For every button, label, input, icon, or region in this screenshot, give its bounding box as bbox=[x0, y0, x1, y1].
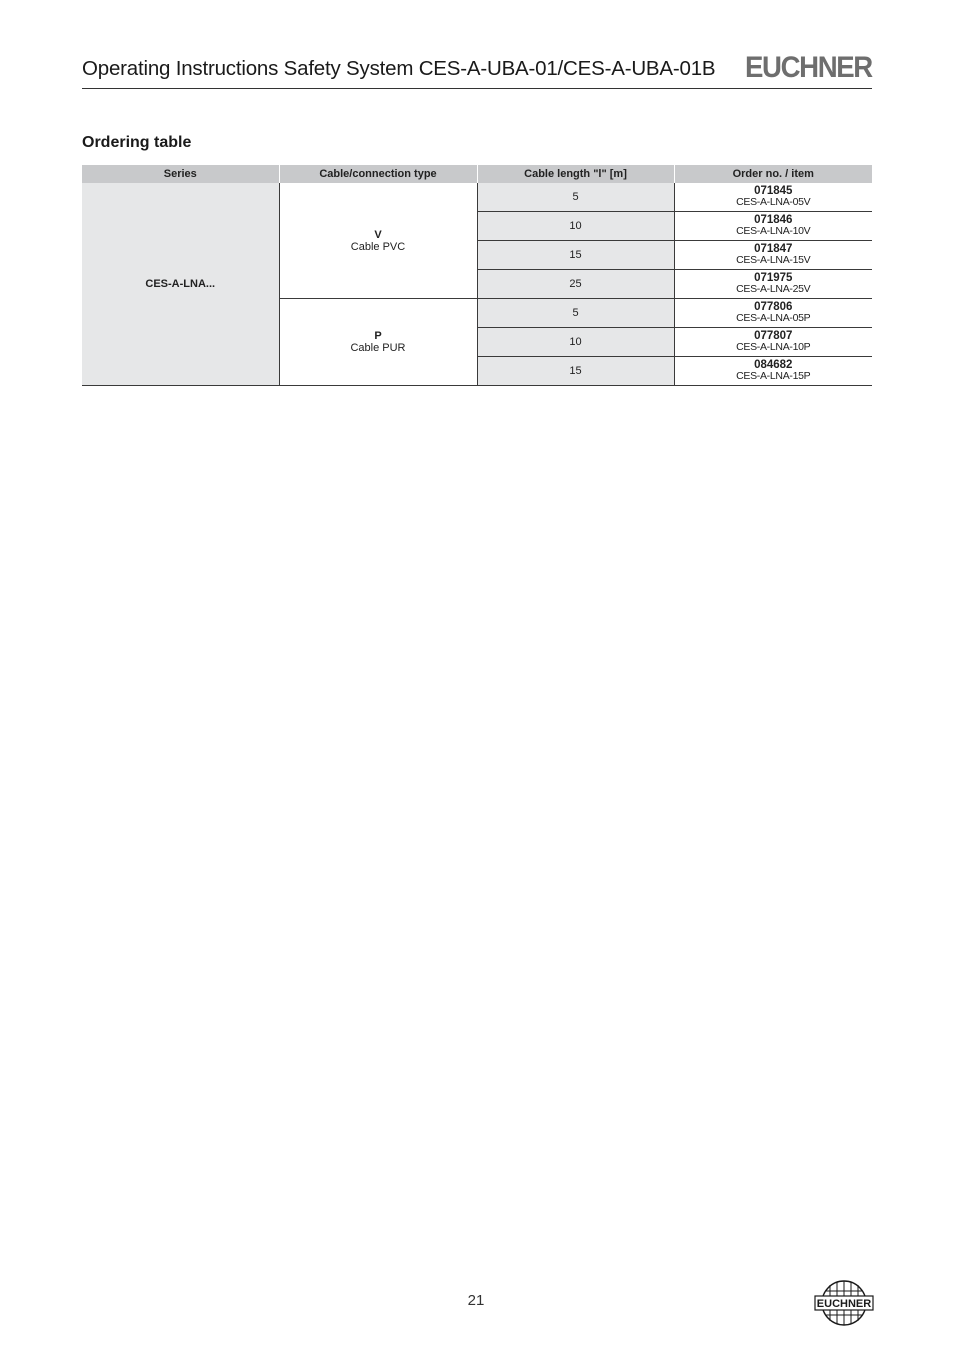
column-header-cable-type: Cable/connection type bbox=[279, 165, 477, 183]
cable-type-desc: Cable PVC bbox=[350, 240, 406, 253]
cable-length-cell: 5 bbox=[477, 183, 674, 212]
series-cell: CES-A-LNA... bbox=[82, 183, 279, 386]
order-cell bbox=[674, 183, 872, 212]
order-cell bbox=[674, 212, 872, 241]
order-cell bbox=[674, 270, 872, 299]
order-item: CES-A-LNA-15P bbox=[736, 370, 811, 382]
cable-length-cell: 15 bbox=[477, 357, 674, 386]
order-item: CES-A-LNA-05P bbox=[736, 312, 811, 324]
order-number: 077807 bbox=[754, 330, 793, 342]
cable-type-cell-p bbox=[279, 299, 477, 386]
order-cell bbox=[674, 328, 872, 357]
order-number: 084682 bbox=[754, 359, 793, 371]
order-cell bbox=[674, 357, 872, 386]
page-header bbox=[82, 52, 872, 89]
order-cell bbox=[674, 299, 872, 328]
cable-type-code: V bbox=[374, 228, 382, 241]
order-item: CES-A-LNA-05V bbox=[736, 196, 811, 208]
document-title: Operating Instructions Safety System CES-A-UBA-01/CES-A-UBA-01B bbox=[82, 57, 716, 80]
column-header-cable-length: Cable length "l" [m] bbox=[477, 165, 674, 183]
brand-logo: EUCHNER bbox=[745, 51, 872, 84]
section-title: Ordering table bbox=[82, 134, 192, 151]
order-item: CES-A-LNA-25V bbox=[736, 283, 811, 295]
order-number: 071846 bbox=[754, 214, 793, 226]
cable-length-cell: 5 bbox=[477, 299, 674, 328]
cable-length-cell: 15 bbox=[477, 241, 674, 270]
order-item: CES-A-LNA-15V bbox=[736, 254, 811, 266]
page-number: 21 bbox=[467, 1292, 485, 1309]
order-number: 077806 bbox=[754, 301, 793, 313]
order-number: 071847 bbox=[754, 243, 793, 255]
order-cell bbox=[674, 241, 872, 270]
column-header-series: Series bbox=[82, 165, 279, 183]
table-row bbox=[82, 183, 872, 212]
order-item: CES-A-LNA-10P bbox=[736, 341, 811, 353]
cable-length-cell: 10 bbox=[477, 328, 674, 357]
footer-logo-text: EUCHNER bbox=[816, 1298, 872, 1310]
cable-type-desc: Cable PUR bbox=[350, 342, 406, 354]
order-item: CES-A-LNA-10V bbox=[736, 225, 811, 237]
cable-type-code: P bbox=[374, 330, 382, 342]
cable-length-cell: 25 bbox=[477, 270, 674, 299]
column-header-order-no: Order no. / item bbox=[674, 165, 872, 183]
order-number: 071975 bbox=[754, 272, 793, 284]
euchner-emblem-logo bbox=[814, 1279, 874, 1327]
ordering-table bbox=[82, 165, 872, 386]
order-number: 071845 bbox=[754, 185, 793, 197]
cable-type-cell-v bbox=[279, 183, 477, 299]
table-header-row bbox=[82, 165, 872, 183]
cable-length-cell: 10 bbox=[477, 212, 674, 241]
